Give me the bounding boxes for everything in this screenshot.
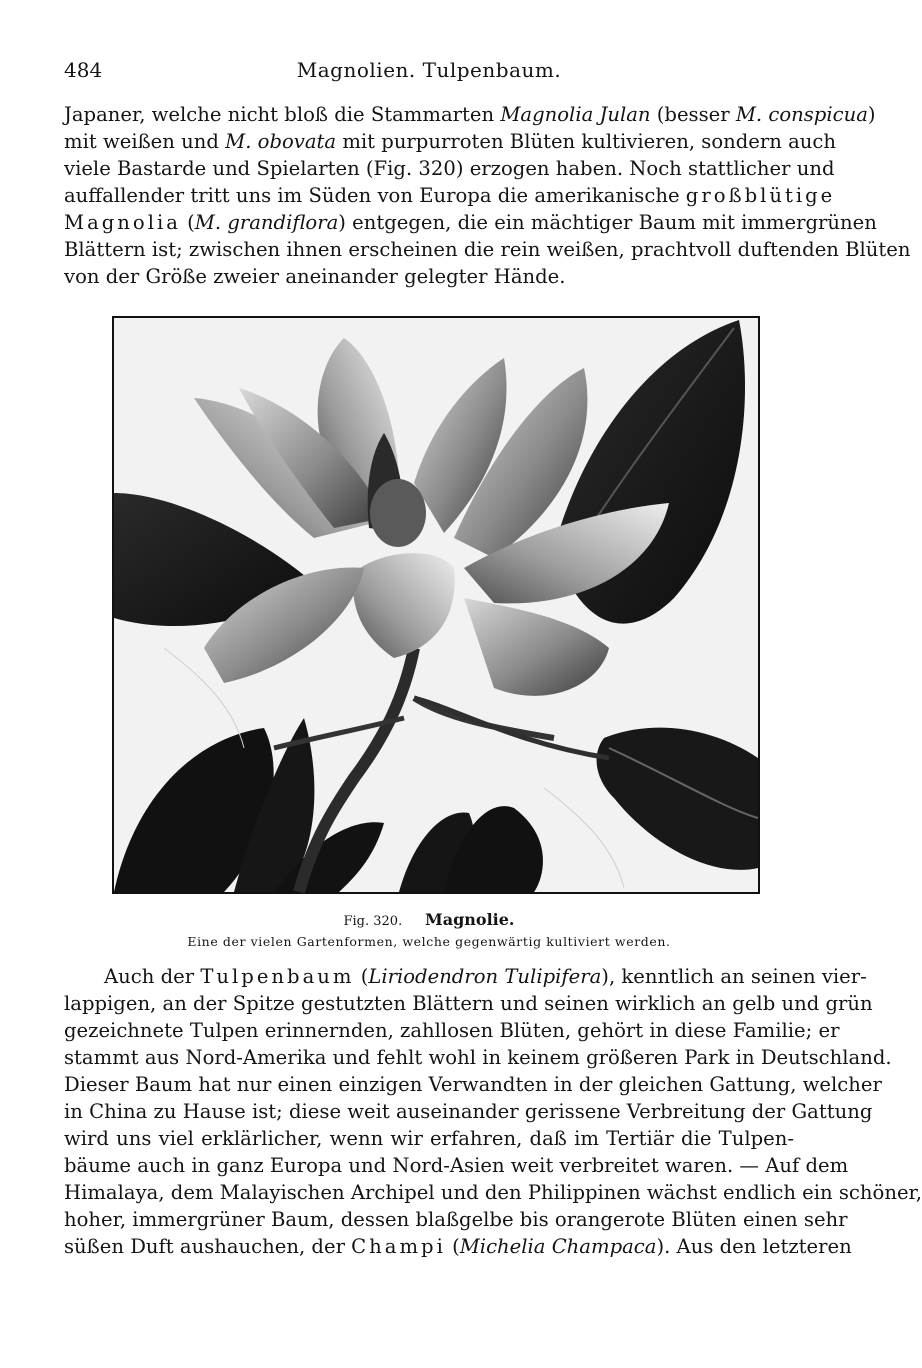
text-line: Magnolia (M. grandiflora) entgegen, die ein mächtiger Baum mit immergrünen — [64, 211, 877, 234]
text-line: Blättern ist; zwischen ihnen erscheinen die rein weißen, prachtvoll duftenden Blüten — [64, 238, 911, 261]
text-line: lappigen, an der Spitze gestutzten Blättern und seinen wirklich an gelb und grün — [64, 992, 873, 1015]
text-line: auffallender tritt uns im Süden von Europa die amerikanische großblütige — [64, 184, 836, 207]
text-line: Dieser Baum hat nur einen einzigen Verwandten in der gleichen Gattung, welcher — [64, 1073, 882, 1096]
magnolia-illustration — [112, 316, 760, 894]
magnolia-drawing — [114, 318, 758, 892]
text-line: süßen Duft aushauchen, der Champi (Michelia Champaca). Aus den letzteren — [64, 1235, 852, 1258]
text-line: Himalaya, dem Malayischen Archipel und den Philippinen wächst endlich ein schöner, — [64, 1181, 922, 1204]
text-line: stammt aus Nord-Amerika und fehlt wohl in keinem größeren Park in Deutschland. — [64, 1046, 892, 1069]
text-line: wird uns viel erklärlicher, wenn wir erfahren, daß im Tertiär die Tulpen- — [64, 1127, 794, 1150]
paragraph-magnolia — [64, 101, 911, 290]
text-line: mit weißen und M. obovata mit purpurroten Blüten kultivieren, sondern auch — [64, 130, 836, 153]
running-head: Magnolien. Tulpenbaum. — [296, 58, 562, 82]
figure-label: Fig. 320. — [343, 914, 403, 929]
text-line: viele Bastarde und Spielarten (Fig. 320) erzogen haben. Noch stattlicher und — [64, 157, 835, 180]
figure-subcaption: Eine der vielen Gartenformen, welche gegenwärtig kultiviert werden. — [187, 934, 671, 949]
page-number: 484 — [64, 58, 103, 82]
text-line: bäume auch in ganz Europa und Nord-Asien weit verbreitet waren. — Auf dem — [64, 1154, 849, 1177]
figure-caption — [64, 910, 794, 929]
text-line: hoher, immergrüner Baum, dessen blaßgelbe bis orangerote Blüten einen sehr — [64, 1208, 848, 1231]
page-header — [64, 58, 794, 88]
figure-title: Magnolie. — [425, 910, 515, 929]
text-line: Auch der Tulpenbaum (Liriodendron Tulipifera), kenntlich an seinen vier- — [104, 965, 867, 988]
text-line: von der Größe zweier aneinander gelegter Hände. — [64, 265, 566, 288]
text-line: in China zu Hause ist; diese weit auseinander gerissene Verbreitung der Gattung — [64, 1100, 873, 1123]
text-line: gezeichnete Tulpen erinnernden, zahllosen Blüten, gehört in diese Familie; er — [64, 1019, 840, 1042]
paragraph-tulpenbaum — [64, 963, 922, 1260]
text-line: Japaner, welche nicht bloß die Stammarten Magnolia Julan (besser M. conspicua) — [64, 103, 876, 126]
